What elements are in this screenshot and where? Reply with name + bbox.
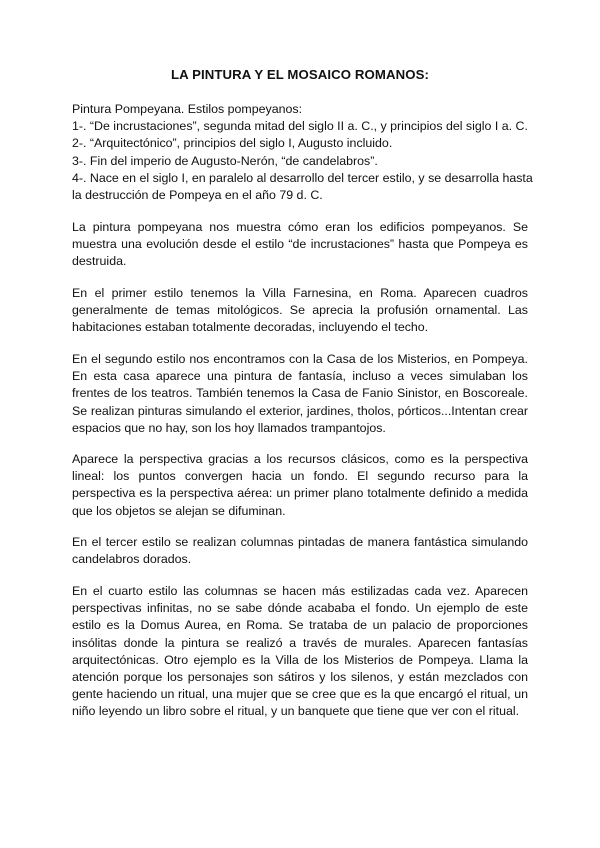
intro-list — [72, 101, 533, 204]
style-item-3: 3-. Fin del imperio de Augusto-Nerón, “de candelabros”. — [72, 153, 378, 168]
document-page — [72, 0, 533, 848]
paragraph-first-style: En el primer estilo tenemos la Villa Farnesina, en Roma. Aparecen cuadros generalmente de temas mitológicos. Se aprecia la profusión ornamental. Las habitaciones estaban totalmente decoradas, incluyendo el techo. — [72, 286, 528, 335]
style-item-4: 4-. Nace en el siglo I, en paralelo al desarrollo del tercer estilo, y se desarrolla hasta — [72, 170, 533, 185]
style-item-4-continued: la destrucción de Pompeya en el año 79 d. C. — [72, 188, 323, 203]
intro-heading: Pintura Pompeyana. Estilos pompeyanos: — [72, 102, 303, 116]
paragraph-second-style: En el segundo estilo nos encontramos con la Casa de los Misterios, en Pompeya. En esta casa aparece una pintura de fantasía, incluso a veces simulaban los frentes de los teatros. También tenemos la Casa de Fanio Sinistor, en Boscoreale. Se realizan pinturas simulando el exterior, jardines, tholos, pórticos...Intentan crear espacios que no hay, son los hoy llamados trampantojos. — [72, 352, 528, 435]
paragraph-third-style: En el tercer estilo se realizan columnas pintadas de manera fantástica simulando candelabros dorados. — [72, 535, 528, 567]
style-item-1: 1-. “De incrustaciones”, segunda mitad del siglo II a. C., y principios del siglo I a. C. — [72, 119, 528, 134]
paragraph-evolution: La pintura pompeyana nos muestra cómo eran los edificios pompeyanos. Se muestra una evolución desde el estilo “de incrustaciones” hasta que Pompeya es destruida. — [72, 220, 528, 269]
page-title: LA PINTURA Y EL MOSAICO ROMANOS: — [171, 67, 429, 82]
paragraph-fourth-style: En el cuarto estilo las columnas se hacen más estilizadas cada vez. Aparecen perspectivas infinitas, no se sabe dónde acababa el fondo. Un ejemplo de este estilo es la Domus Aurea, en Roma. Se trataba de un palacio de proporciones insólitas donde la pintura se realizó a través de murales. Aparecen fantasías arquitectónicas. Otro ejemplo es la Villa de los Misterios de Pompeya. Llama la atención porque los personajes son sátiros y los silenos, y están mezclados con gente haciendo un ritual, una mujer que se cree que es la que encargó el ritual, un niño leyendo un libro sobre el ritual, y un banquete que tiene que ver con el ritual. — [72, 584, 528, 719]
style-item-2: 2-. “Arquitectónico”, principios del siglo I, Augusto incluido. — [72, 136, 393, 151]
paragraph-perspective: Aparece la perspectiva gracias a los recursos clásicos, como es la perspectiva lineal: los puntos convergen hacia un fondo. El segundo recurso para la perspectiva es la perspectiva aérea: un primer plano totalmente definido a medida que los objetos se alejan se difuminan. — [72, 452, 528, 518]
